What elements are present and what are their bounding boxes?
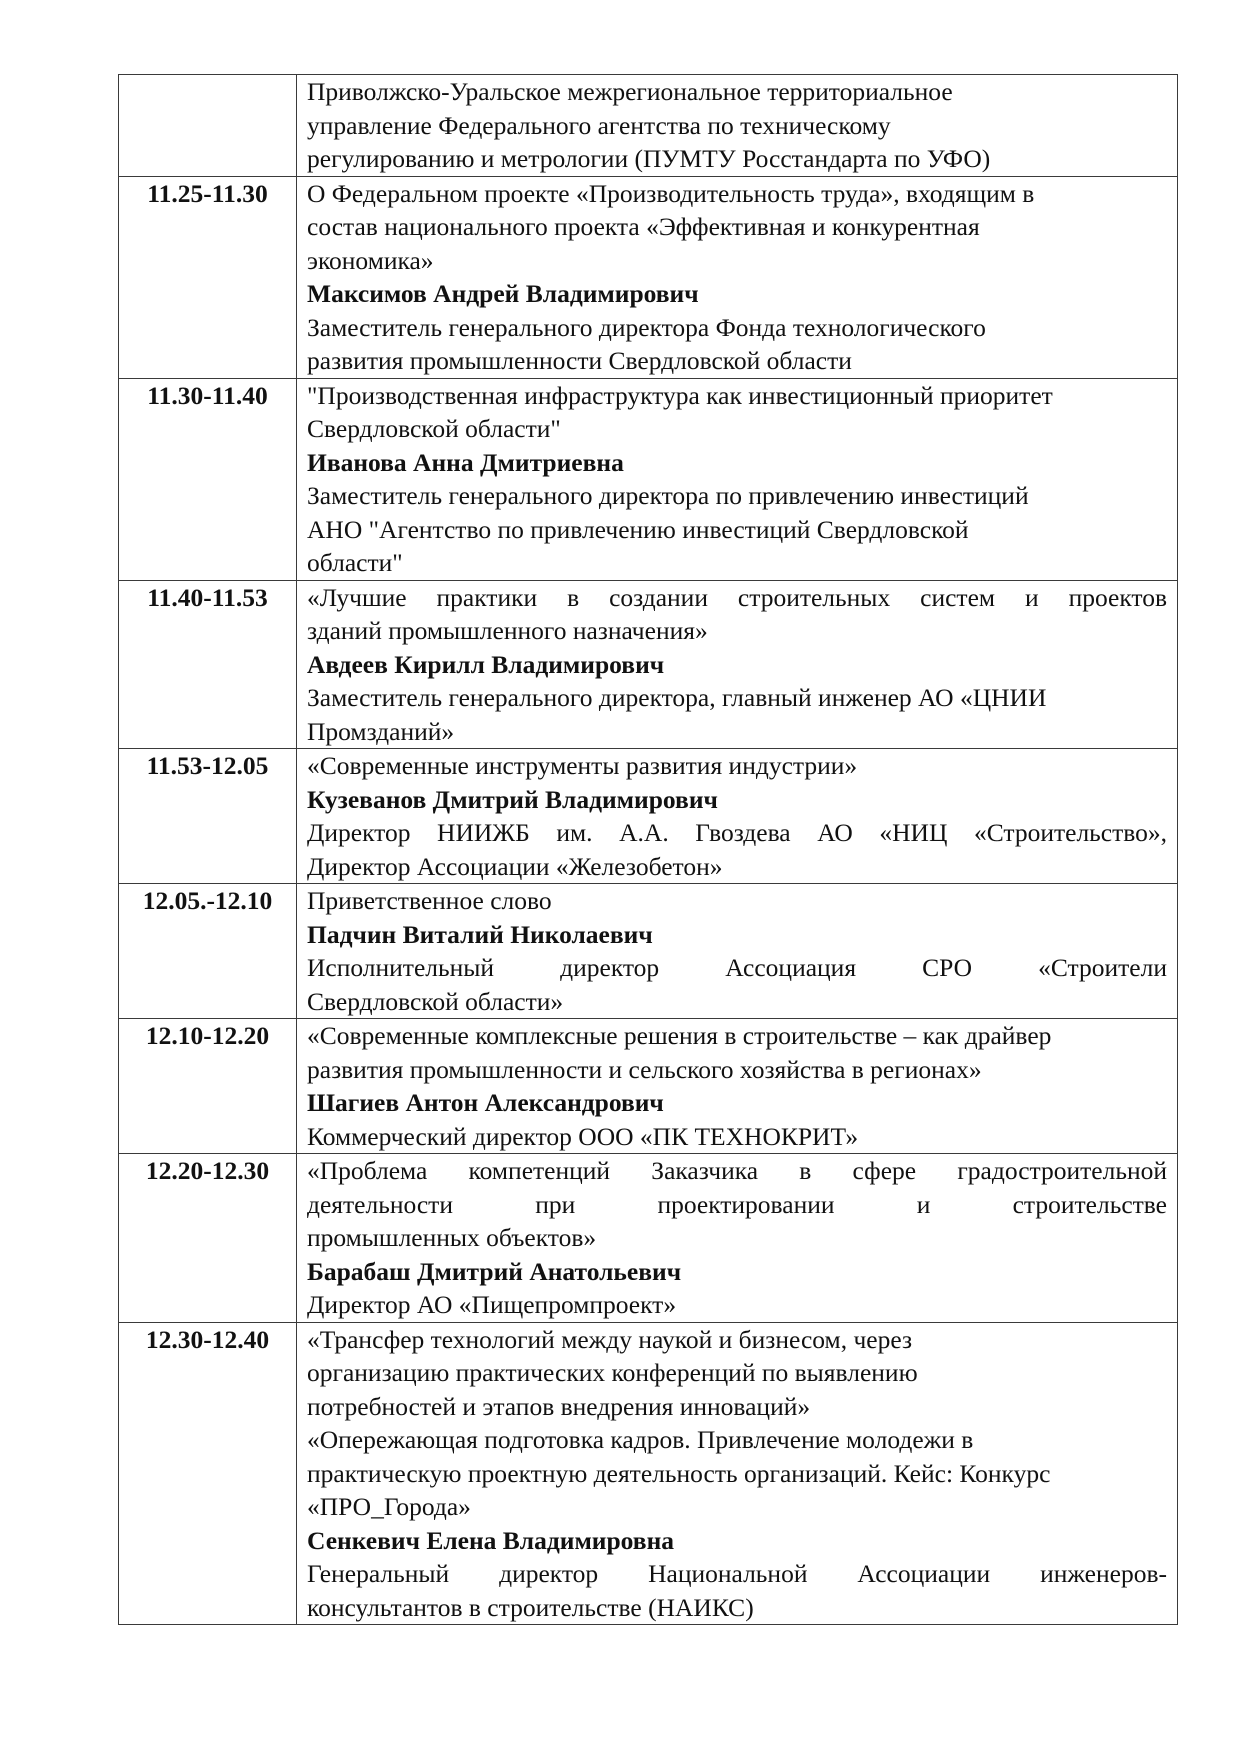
session-details	[297, 378, 1178, 580]
session-text-line: развития промышленности Свердловской области	[307, 346, 852, 375]
session-text-line: Приветственное слово	[307, 886, 552, 915]
agenda-row	[119, 1154, 1178, 1323]
session-text-line: «Трансфер технологий между наукой и бизнесом, через	[307, 1324, 913, 1354]
agenda-row	[119, 1322, 1178, 1625]
session-text-line: промышленных объектов»	[307, 1223, 597, 1252]
session-text-line: Коммерческий директор ООО «ПК ТЕХНОКРИТ»	[307, 1121, 859, 1151]
speaker-name: Авдеев Кирилл Владимирович	[307, 649, 665, 679]
agenda-row	[119, 884, 1178, 1019]
session-text-line: организацию практических конференций по выявлению	[307, 1358, 918, 1387]
session-details	[297, 1322, 1178, 1625]
session-details	[297, 176, 1178, 378]
session-text-line: управление Федерального агентства по техническому	[307, 110, 891, 140]
session-time: 11.30-11.40	[119, 378, 297, 580]
session-text-line: Директор НИИЖБ им. А.А. Гвоздева АО «НИЦ «Строительство»,	[307, 818, 1167, 847]
session-text-line: Заместитель генерального директора Фонда технологического	[307, 312, 986, 342]
session-details	[297, 884, 1178, 1019]
session-details	[297, 749, 1178, 884]
session-text-line: Заместитель генерального директора, главный инженер АО «ЦНИИ	[307, 683, 1047, 712]
session-text-line: Свердловской области"	[307, 414, 561, 443]
session-text-line: «Проблема компетенций Заказчика в сфере градостроительной	[307, 1156, 1167, 1185]
agenda-row	[119, 749, 1178, 884]
session-text-line: «Современные комплексные решения в строительстве – как драйвер	[307, 1021, 1052, 1050]
session-text-line: Директор АО «Пищепромпроект»	[307, 1290, 677, 1319]
agenda-table	[118, 74, 1178, 1625]
session-text-line: деятельности при проектировании и строительстве	[307, 1189, 1167, 1219]
session-text-line: области"	[307, 548, 403, 577]
session-details	[297, 1019, 1178, 1154]
speaker-name: Барабаш Дмитрий Анатольевич	[307, 1256, 682, 1286]
session-text-line: Директор Ассоциации «Железобетон»	[307, 851, 723, 881]
speaker-name: Падчин Виталий Николаевич	[307, 919, 653, 949]
session-details	[297, 580, 1178, 749]
session-text-line: «ПРО_Города»	[307, 1492, 471, 1521]
agenda-table-body	[119, 75, 1178, 1625]
session-text-line: "Производственная инфраструктура как инвестиционный приоритет	[307, 380, 1053, 410]
session-text-line: практическую проектную деятельность организаций. Кейс: Конкурс	[307, 1458, 1051, 1488]
agenda-row	[119, 1019, 1178, 1154]
session-time: 12.30-12.40	[119, 1322, 297, 1625]
session-text-line: развития промышленности и сельского хозяйства в регионах»	[307, 1054, 982, 1084]
session-text-line: Свердловской области»	[307, 986, 564, 1016]
session-text-line: зданий промышленного назначения»	[307, 616, 708, 645]
document-page	[118, 74, 1178, 1625]
session-text-line: Приволжско-Уральское межрегиональное территориальное	[307, 77, 953, 106]
session-text-line: регулированию и метрологии (ПУМТУ Росстандарта по УФО)	[307, 144, 991, 173]
session-text-line: «Лучшие практики в создании строительных систем и проектов	[307, 582, 1167, 612]
session-time: 11.25-11.30	[119, 176, 297, 378]
session-text-line: Исполнительный директор Ассоциация СРО «Строители	[307, 953, 1167, 982]
session-time: 11.40-11.53	[119, 580, 297, 749]
session-details	[297, 1154, 1178, 1323]
speaker-name: Шагиев Антон Александрович	[307, 1088, 664, 1117]
session-text-line: Промзданий»	[307, 716, 455, 746]
session-time: 11.53-12.05	[119, 749, 297, 884]
session-text-line: экономика»	[307, 245, 434, 275]
session-text-line: Генеральный директор Национальной Ассоциации инженеров-	[307, 1559, 1167, 1588]
session-time	[119, 75, 297, 177]
speaker-name: Максимов Андрей Владимирович	[307, 279, 699, 308]
speaker-name: Сенкевич Елена Владимировна	[307, 1525, 675, 1555]
session-text-line: АНО "Агентство по привлечению инвестиций Свердловской	[307, 514, 969, 544]
speaker-name: Иванова Анна Дмитриевна	[307, 447, 624, 477]
session-text-line: «Современные инструменты развития индустрии»	[307, 751, 858, 780]
session-details	[297, 75, 1178, 177]
speaker-name: Кузеванов Дмитрий Владимирович	[307, 784, 718, 814]
session-text-line: Заместитель генерального директора по привлечению инвестиций	[307, 481, 1029, 510]
session-text-line: состав национального проекта «Эффективная и конкурентная	[307, 212, 980, 241]
agenda-row	[119, 378, 1178, 580]
session-text-line: консультантов в строительстве (НАИКС)	[307, 1592, 754, 1622]
session-text-line: О Федеральном проекте «Производительность труда», входящим в	[307, 178, 1035, 208]
agenda-row	[119, 176, 1178, 378]
agenda-row	[119, 580, 1178, 749]
session-time: 12.05.-12.10	[119, 884, 297, 1019]
session-text-line: потребностей и этапов внедрения инноваций»	[307, 1391, 811, 1421]
agenda-row	[119, 75, 1178, 177]
session-time: 12.20-12.30	[119, 1154, 297, 1323]
session-time: 12.10-12.20	[119, 1019, 297, 1154]
session-text-line: «Опережающая подготовка кадров. Привлечение молодежи в	[307, 1425, 974, 1454]
